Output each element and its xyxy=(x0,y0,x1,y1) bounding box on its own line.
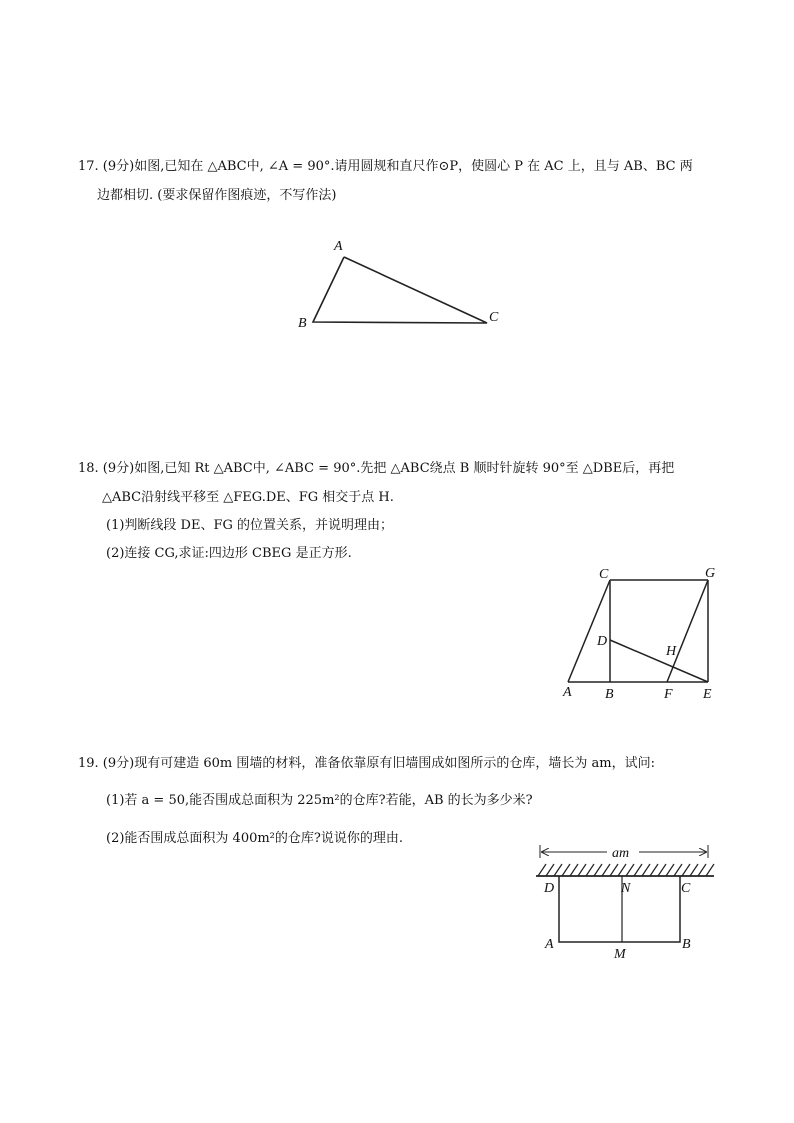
q19-label-n: N xyxy=(621,881,631,896)
q17-label-c: C xyxy=(489,310,499,325)
q17-text-line2: 边都相切. (要求保留作图痕迹，不写作法) xyxy=(97,188,337,203)
q18-label-c: C xyxy=(599,567,609,582)
q18-text-line1: 18. (9分)如图,已知 Rt △ABC中, ∠ABC = 90°.先把 △ABC绕点 B 顺时针旋转 90°至 △DBE后，再把 xyxy=(78,461,675,476)
q18-label-g: G xyxy=(705,566,716,581)
q19-label-d: D xyxy=(544,881,555,896)
q17-triangle-figure xyxy=(290,230,510,340)
q17-label-b: B xyxy=(298,316,307,331)
q18-text-line2: △ABC沿射线平移至 △FEG.DE、FG 相交于点 H. xyxy=(102,490,394,505)
q19-label-b: B xyxy=(682,937,691,952)
q18-label-f: F xyxy=(664,687,673,702)
q17-text-line1: 17. (9分)如图,已知在 △ABC中, ∠A = 90°.请用圆规和直尺作⊙P，使圆心 P 在 AC 上，且与 AB、BC 两 xyxy=(78,159,693,174)
q18-sub1: (1)判断线段 DE、FG 的位置关系，并说明理由； xyxy=(106,518,393,533)
q18-label-d: D xyxy=(597,634,608,649)
q19-text-line1: 19. (9分)现有可建造 60m 围墙的材料，准备依靠原有旧墙围成如图所示的仓库，墙长为 am，试问: xyxy=(78,756,655,771)
q19-label-a: A xyxy=(545,937,554,952)
q18-square-figure xyxy=(555,560,730,705)
q18-label-e: E xyxy=(703,687,712,702)
q18-label-a: A xyxy=(563,685,572,700)
q19-warehouse-figure xyxy=(532,840,722,965)
q19-sub2: (2)能否围成总面积为 400m²的仓库?说说你的理由. xyxy=(106,831,404,846)
q18-label-h: H xyxy=(666,644,677,659)
q19-label-c: C xyxy=(681,881,691,896)
q19-sub1: (1)若 a = 50,能否围成总面积为 225m²的仓库?若能，AB 的长为多少米? xyxy=(106,793,533,808)
q17-label-a: A xyxy=(334,239,343,254)
q19-wall-label: am xyxy=(612,846,630,861)
q19-label-m: M xyxy=(614,947,626,962)
q18-sub2: (2)连接 CG,求证:四边形 CBEG 是正方形. xyxy=(106,546,352,561)
q18-label-b: B xyxy=(605,687,614,702)
